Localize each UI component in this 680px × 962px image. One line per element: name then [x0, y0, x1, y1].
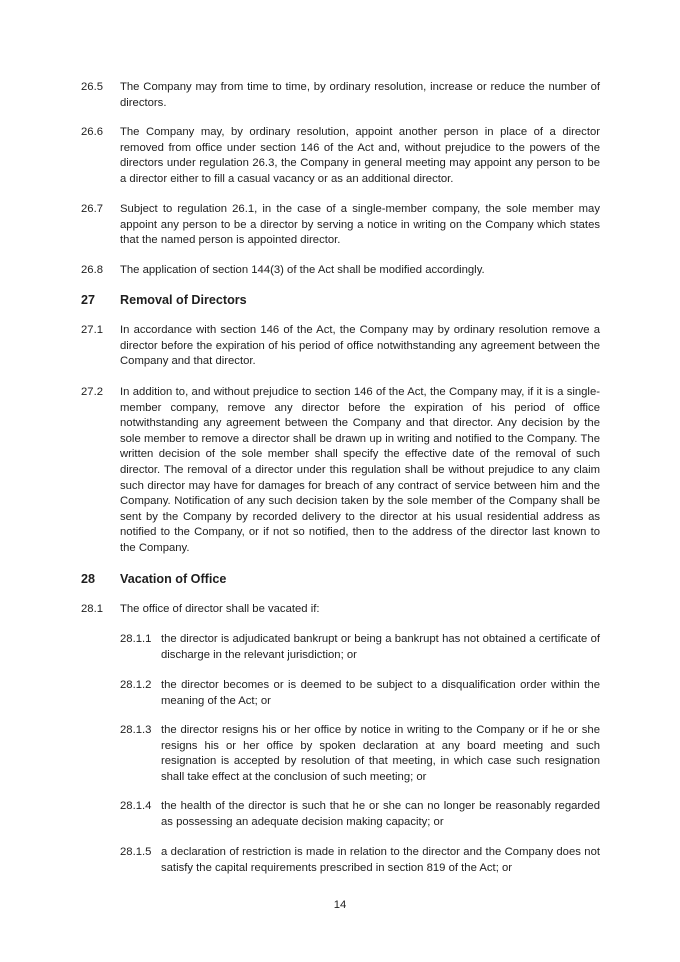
- clause-number: 28.1.3: [120, 724, 152, 736]
- clause-text: In accordance with section 146 of the Act, the Company may by ordinary resolution remove a director before the expiration of his period of office notwithstanding any agreement between the Company and that director.: [120, 324, 600, 368]
- clause-text: the director resigns his or her office by notice in writing to the Company or if he or she resigns his or her office by spoken declaration at any board meeting and such resignation is accepted by resolution of that meeting, in which case such resignation shall take effect at the conclusion of such meeting; or: [161, 724, 600, 783]
- clause-text: the director becomes or is deemed to be subject to a disqualification order within the meaning of the Act; or: [161, 679, 600, 707]
- clause-text: The office of director shall be vacated if:: [120, 603, 320, 615]
- section-title: Vacation of Office: [120, 572, 227, 586]
- clause-text: Subject to regulation 26.1, in the case of a single-member company, the sole member may appoint any person to be a director by serving a notice in writing on the Company which states that the named person is appointed director.: [120, 203, 600, 247]
- clause-28-1-2: [120, 678, 600, 709]
- clause-28-1-5: [120, 845, 600, 876]
- clause-number: 28.1.5: [120, 846, 152, 858]
- clause-text: In addition to, and without prejudice to section 146 of the Act, the Company may, if it is a single-member company, remove any director before the expiration of his period of office notwithstanding any agreement between the Company and that director. Any decision by the sole member to remove a director shall be drawn up in writing and notified to the Company. The written decision of the sole member shall specify the effective date of the removal of such director. The removal of a director under this regulation shall be without prejudice to any claim such director may have for damages for breach of any contract of service between him and the Company. Notification of any such decision taken by the sole member of the Company shall be sent by the Company by recorded delivery to the director at his usual residential address as notified to the Company, or if not so notified, then to the address of the director last known to the Company.: [120, 386, 600, 554]
- page-number: 14: [333, 899, 347, 911]
- clause-text: a declaration of restriction is made in relation to the director and the Company does not satisfy the capital requirements prescribed in section 819 of the Act; or: [161, 846, 600, 874]
- clause-number: 28.1.2: [120, 679, 152, 691]
- clause-26-8: [81, 263, 600, 279]
- clause-text: The application of section 144(3) of the Act shall be modified accordingly.: [120, 264, 485, 276]
- clause-text: the health of the director is such that he or she can no longer be reasonably regarded as possessing an adequate decision making capacity; or: [161, 800, 600, 828]
- clause-28-1-4: [120, 799, 600, 830]
- clause-number: 28.1.1: [120, 633, 152, 645]
- clause-text: the director is adjudicated bankrupt or being a bankrupt has not obtained a certificate of discharge in the relevant jurisdiction; or: [161, 633, 600, 661]
- clause-number: 26.8: [81, 264, 103, 276]
- clause-number: 26.5: [81, 81, 103, 93]
- clause-28-1: [81, 602, 600, 618]
- section-number: 27: [81, 293, 96, 307]
- clause-text: The Company may from time to time, by ordinary resolution, increase or reduce the number of directors.: [120, 81, 600, 109]
- section-heading-28: [81, 571, 600, 587]
- clause-26-6: [81, 125, 600, 187]
- clause-27-2: [81, 385, 600, 557]
- clause-number: 26.7: [81, 203, 103, 215]
- clause-number: 27.1: [81, 324, 103, 336]
- clause-26-5: [81, 80, 600, 111]
- clause-number: 27.2: [81, 386, 103, 398]
- clause-number: 28.1: [81, 603, 103, 615]
- section-heading-27: [81, 292, 600, 308]
- clause-26-7: [81, 202, 600, 249]
- clause-28-1-3: [120, 723, 600, 785]
- section-number: 28: [81, 572, 96, 586]
- clause-number: 28.1.4: [120, 800, 152, 812]
- section-title: Removal of Directors: [120, 293, 247, 307]
- clause-27-1: [81, 323, 600, 370]
- clause-number: 26.6: [81, 126, 103, 138]
- clause-text: The Company may, by ordinary resolution, appoint another person in place of a director removed from office under section 146 of the Act and, without prejudice to the powers of the directors under regulation 26.3, the Company in general meeting may appoint any person to be a director either to fill a casual vacancy or as an additional director.: [120, 126, 600, 185]
- clause-28-1-1: [120, 632, 600, 663]
